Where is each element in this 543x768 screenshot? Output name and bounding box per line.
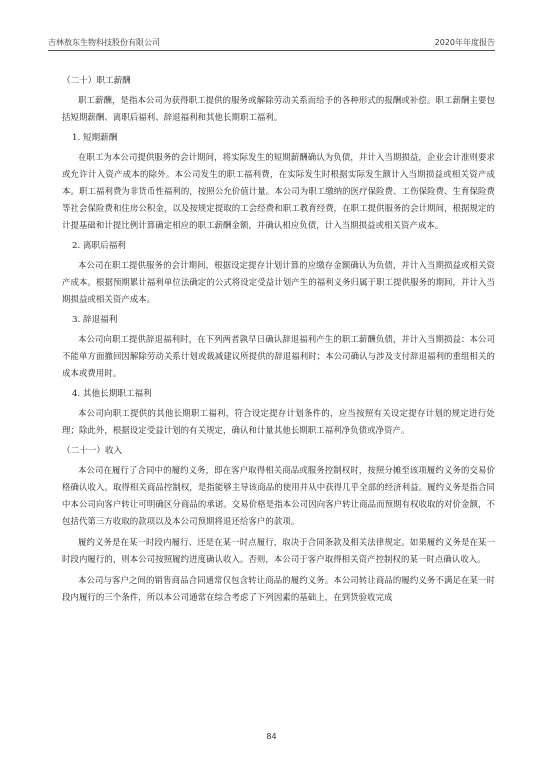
page-header	[48, 36, 495, 51]
other-long-term-title: 4. 其他长期职工福利	[72, 389, 152, 399]
revenue-para-3: 本公司与客户之间的销售商品合同通常仅包含转让商品的履约义务。本公司转让商品的履约义务不满足在某一时段内履行的三个条件，所以本公司通常在综合考虑了下列因素的基础上，在到货验收完成	[62, 575, 495, 602]
termination-benefits-body: 本公司向职工提供辞退福利时，在下列两者孰早日确认辞退福利产生的职工薪酬负债，并计入当期损益：本公司不能单方面撤回因解除劳动关系计划或裁减建议所提供的辞退福利时；本公司确认与涉及支付辞退福利的重组相关的成本或费用时。	[62, 334, 495, 378]
page-number: 84	[266, 732, 277, 741]
revenue-para-1: 本公司在履行了合同中的履约义务，即在客户取得相关商品或服务控制权时，按照分摊至该项履约义务的交易价格确认收入。取得相关商品控制权，是指能够主导该商品的使用并从中获得几乎全部的经济利益。履约义务是指合同中本公司向客户转让可明确区分商品的承诺。交易价格是指本公司因向客户转让商品而预期有权收取的对价金额，不包括代第三方收取的款项以及本公司预期将退还给客户的款项。	[62, 465, 495, 526]
section-20-intro: 职工薪酬，是指本公司为获得职工提供的服务或解除劳动关系而给予的各种形式的报酬或补偿。职工薪酬主要包括短期薪酬、离职后福利、辞退福利和其他长期职工福利。	[62, 95, 495, 122]
section-20-title: （二十）职工薪酬	[62, 76, 131, 86]
post-employment-title: 2. 离职后福利	[72, 241, 126, 251]
termination-benefits-title: 3. 辞退福利	[72, 315, 118, 325]
section-21-title: （二十一）收入	[62, 446, 123, 456]
post-employment-body: 本公司在职工提供服务的会计期间，根据设定提存计划计算的应缴存金额确认为负债，并计入当期损益或相关资产成本。根据预期累计福利单位法确定的公式将设定受益计划产生的福利义务归属于职工提供服务的期间，并计入当期损益或相关资产成本。	[62, 260, 495, 304]
other-long-term-body: 本公司向职工提供的其他长期职工福利，符合设定提存计划条件的，应当按照有关设定提存计划的规定进行处理；除此外，根据设定受益计划的有关规定，确认和计量其他长期职工福利净负债或净资产。	[62, 408, 495, 435]
document-body	[62, 74, 495, 609]
report-title: 2020年年度报告	[434, 38, 495, 47]
company-name: 吉林敖东生物科技股份有限公司	[48, 38, 160, 47]
revenue-para-2: 履约义务是在某一时段内履行、还是在某一时点履行，取决于合同条款及相关法律规定。如果履约义务是在某一时段内履行的，则本公司按照履约进度确认收入。否则，本公司于客户取得相关资产控制权的某一时点确认收入。	[62, 537, 495, 564]
short-term-pay-body: 在职工为本公司提供服务的会计期间，将实际发生的短期薪酬确认为负债，并计入当期损益，企业会计准则要求或允许计入资产成本的除外。本公司发生的职工福利费，在实际发生时根据实际发生额计入当期损益或相关资产成本。职工福利费为非货币性福利的，按照公允价值计量。本公司为职工缴纳的医疗保险费、工伤保险费、生育保险费等社会保险费和住房公积金，以及按规定提取的工会经费和职工教育经费，在职工提供服务的会计期间，根据规定的计提基础和计提比例计算确定相应的职工薪酬金额，并确认相应负债，计入当期损益或相关资产成本。	[62, 152, 495, 230]
short-term-pay-title: 1. 短期薪酬	[72, 133, 118, 143]
